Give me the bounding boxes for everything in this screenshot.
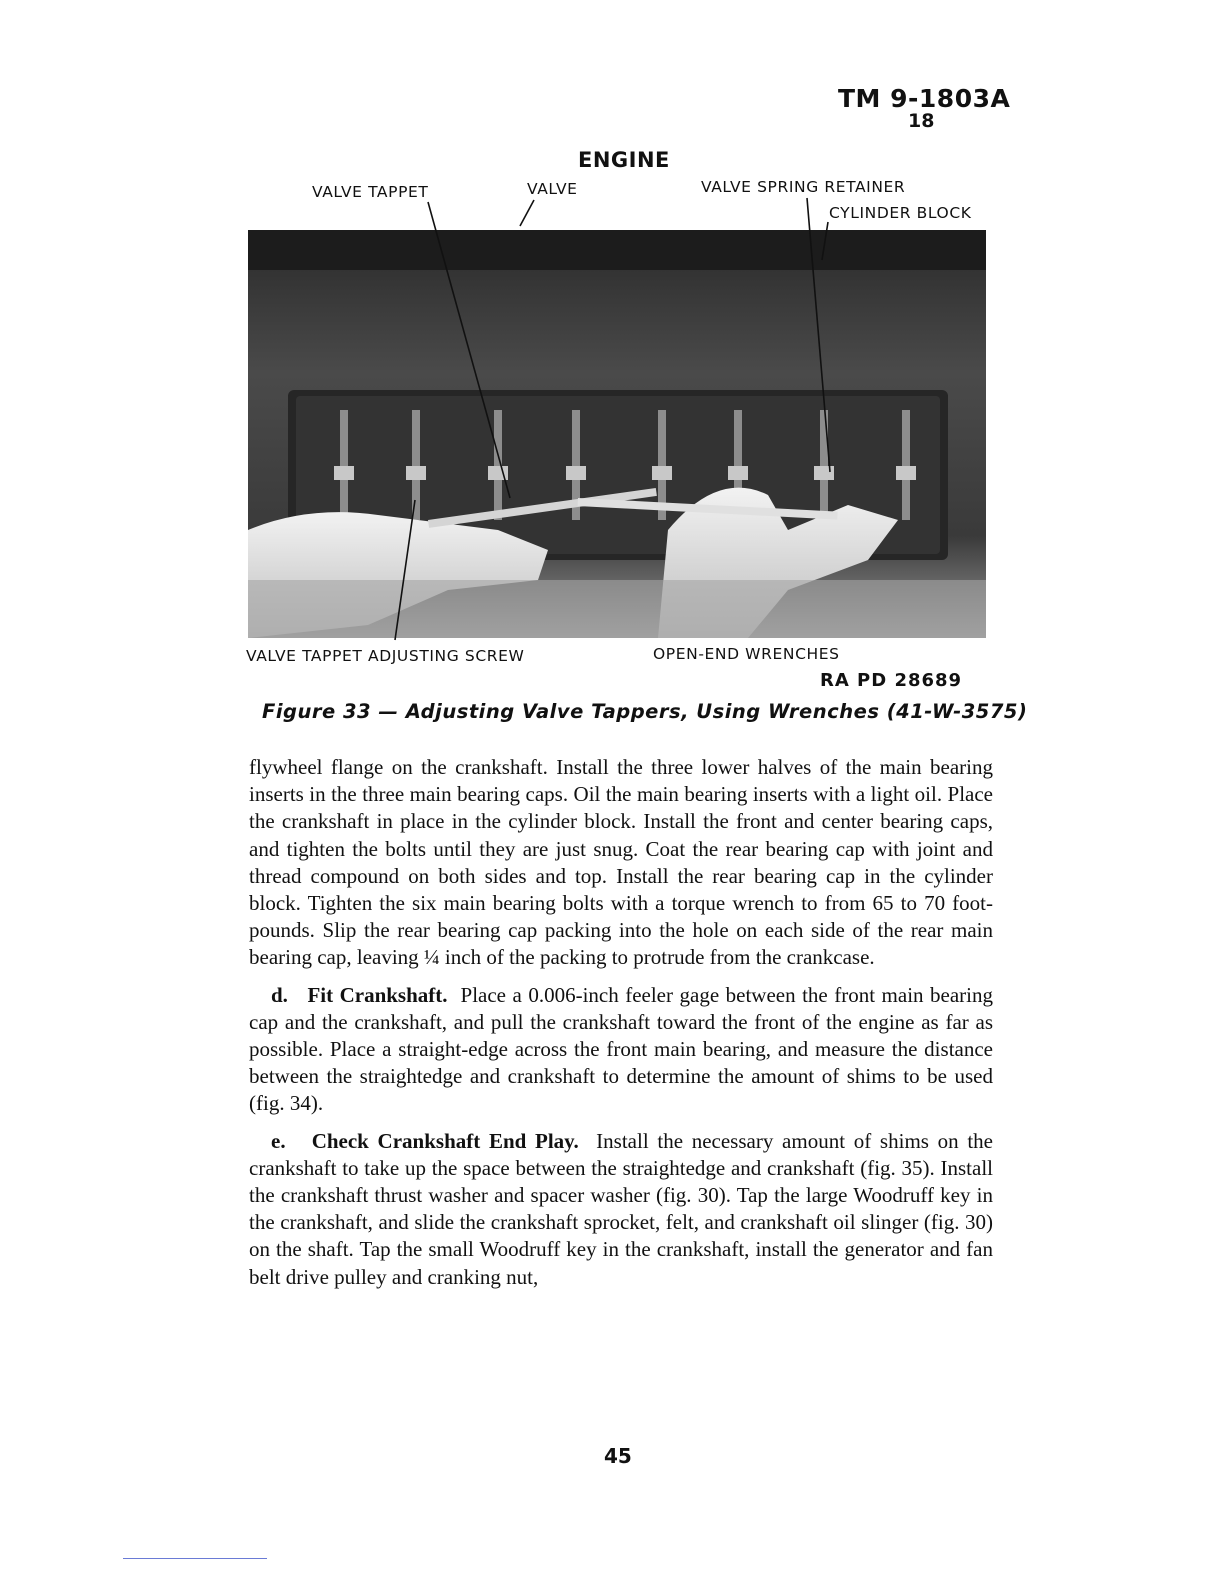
body-text [249, 754, 993, 1301]
page-number: 45 [604, 1444, 632, 1468]
label-valve-spring-retainer: VALVE SPRING RETAINER [701, 178, 906, 196]
paragraph-e [249, 1128, 993, 1291]
paragraph-d [249, 982, 993, 1118]
tm-number: TM 9-1803A [838, 84, 1011, 113]
label-valve-tappet-adjusting-screw: VALVE TAPPET ADJUSTING SCREW [246, 647, 525, 665]
engine-photo [248, 230, 986, 638]
d-marker: d. [271, 982, 288, 1007]
label-valve: VALVE [527, 180, 578, 198]
section-number: 18 [908, 110, 935, 132]
e-heading: Check Crankshaft End Play. [311, 1128, 579, 1153]
e-text: Install the necessary amount of shims on the crankshaft to take up the space between the straightedge and crankshaft (fig. 35). Install the crankshaft thrust washer and spacer washer (fig. 30). Tap the large Woodruff key in the crankshaft, and slide the crankshaft sprocket, felt, and crankshaft oil slinger (fig. 30) on the shaft. Tap the small Woodruff key in the crankshaft, install the generator and fan belt drive pulley and cranking nut, [249, 1128, 994, 1289]
figure-top-title: ENGINE [578, 148, 670, 172]
e-marker: e. [271, 1128, 286, 1153]
d-heading: Fit Crankshaft. [307, 982, 448, 1007]
label-valve-tappet: VALVE TAPPET [312, 183, 429, 201]
figure-caption: Figure 33 — Adjusting Valve Tappers, Using Wrenches (41-W-3575) [262, 700, 1028, 723]
d-text: Place a 0.006-inch feeler gage between the front main bearing cap and the crankshaft, and pull the crankshaft toward the front of the engine as far as possible. Place a straight-edge across the front main bearing, and measure the distance between the straightedge and crankshaft to determine the amount of shims to be used (fig. 34). [249, 982, 994, 1116]
label-cylinder-block: CYLINDER BLOCK [829, 204, 972, 222]
ra-pd-number: RA PD 28689 [820, 670, 963, 691]
paragraph-1: flywheel flange on the crankshaft. Install the three lower halves of the main bearing inserts in the three main bearing caps. Oil the main bearing inserts with a light oil. Place the crankshaft in place in the cylinder block. Install the front and center bearing caps, and tighten the bolts until they are just snug. Coat the rear bearing cap with joint and thread compound on both sides and top. Install the rear bearing cap in the cylinder block. Tighten the six main bearing bolts with a torque wrench to from 65 to 70 foot-pounds. Slip the rear bearing cap packing into the hole on each side of the rear main bearing cap, leaving ¼ inch of the packing to protrude from the crankcase. [249, 755, 993, 970]
footer-rule [123, 1558, 267, 1559]
label-open-end-wrenches: OPEN-END WRENCHES [653, 645, 840, 663]
